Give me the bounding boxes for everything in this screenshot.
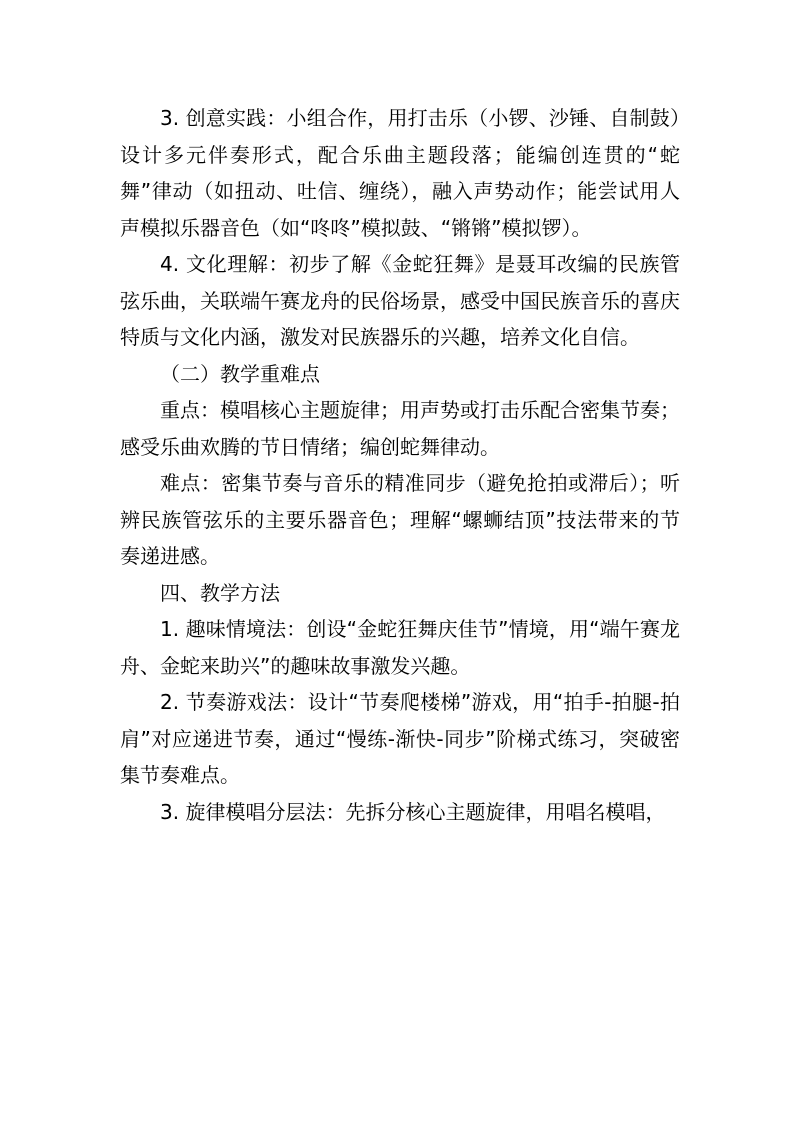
- document-body: [120, 100, 680, 830]
- paragraph-method-rhythm-game: 2. 节奏游戏法：设计“节奏爬楼梯”游戏，用“拍手-拍腿-拍肩”对应递进节奏，通过“慢练-渐快-同步”阶梯式练习，突破密集节奏难点。: [120, 690, 680, 787]
- section-heading-teaching-methods: 四、教学方法: [160, 580, 280, 605]
- section-heading-key-difficulties: （二）教学重难点: [160, 361, 320, 386]
- paragraph-method-melody: 3. 旋律模唱分层法：先拆分核心主题旋律，用唱名模唱，: [160, 799, 666, 824]
- paragraph-cultural-understanding: 4. 文化理解：初步了解《金蛇狂舞》是聂耳改编的民族管弦乐曲，关联端午赛龙舟的民俗场景，感受中国民族音乐的喜庆特质与文化内涵，激发对民族器乐的兴趣，培养文化自信。: [120, 252, 680, 349]
- paragraph-difficult-points: 难点：密集节奏与音乐的精准同步（避免抢拍或滞后）；听辨民族管弦乐的主要乐器音色；理解“螺蛳结顶”技法带来的节奏递进感。: [120, 471, 680, 568]
- paragraph-method-situation: 1. 趣味情境法：创设“金蛇狂舞庆佳节”情境，用“端午赛龙舟、金蛇来助兴”的趣味故事激发兴趣。: [120, 617, 680, 678]
- paragraph-creative-practice: 3. 创意实践：小组合作，用打击乐（小锣、沙锤、自制鼓）设计多元伴奏形式，配合乐曲主题段落；能编创连贯的“蛇舞”律动（如扭动、吐信、缠绕），融入声势动作；能尝试用人声模拟乐器音色（如“咚咚”模拟鼓、“锵锵”模拟锣）。: [120, 106, 680, 240]
- paragraph-key-points: 重点：模唱核心主题旋律；用声势或打击乐配合密集节奏；感受乐曲欢腾的节日情绪；编创蛇舞律动。: [120, 398, 680, 459]
